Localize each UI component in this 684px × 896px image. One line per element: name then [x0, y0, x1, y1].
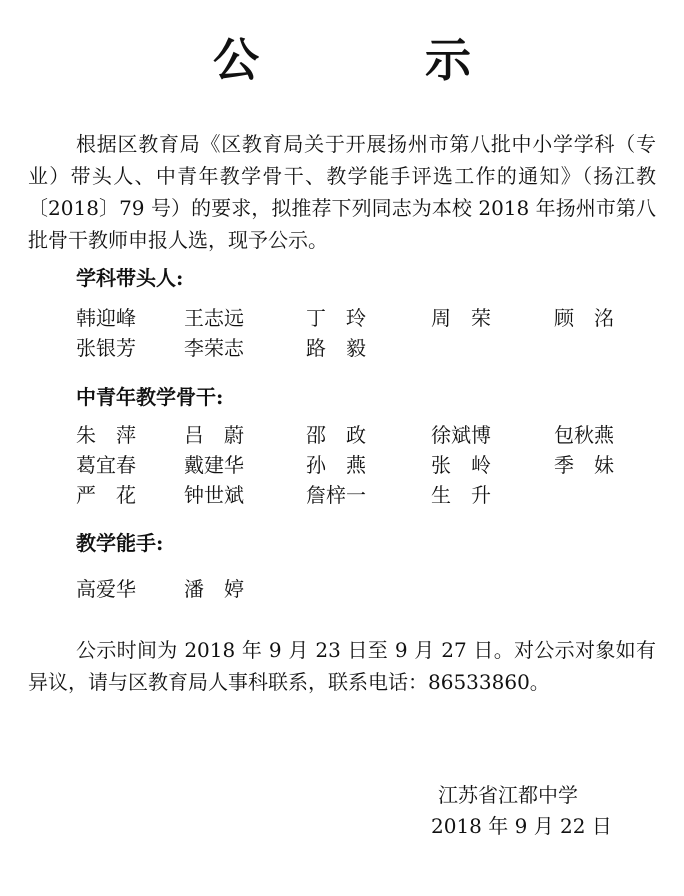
person-name: 张 岭 [431, 453, 491, 477]
person-name: 葛宜春 [76, 453, 136, 477]
person-name: 高爱华 [76, 577, 136, 601]
person-name: 王志远 [184, 306, 244, 330]
person-name: 周 荣 [431, 306, 491, 330]
person-name: 朱 萍 [76, 423, 136, 447]
person-name: 潘 婷 [184, 577, 244, 601]
page-title: 公 示 [213, 33, 531, 87]
section-heading-subject-leaders: 学科带头人: [76, 266, 184, 290]
section-heading-teaching-experts: 教学能手: [76, 531, 164, 555]
person-name: 邵 政 [306, 423, 366, 447]
person-name: 詹梓一 [306, 483, 366, 507]
intro-paragraph: 根据区教育局《区教育局关于开展扬州市第八批中小学学科（专业）带头人、中青年教学骨干、教学能手评选工作的通知》（扬江教〔2018〕79 号）的要求，拟推荐下列同志为本校 2018 年扬州市第八批骨干教师申报人选，现予公示。 [28, 132, 656, 252]
person-name: 生 升 [431, 483, 491, 507]
person-name: 丁 玲 [306, 306, 366, 330]
person-name: 顾 洺 [554, 306, 614, 330]
person-name: 孙 燕 [306, 453, 366, 477]
person-name: 吕 蔚 [184, 423, 244, 447]
person-name: 包秋燕 [554, 423, 614, 447]
person-name: 季 妹 [554, 453, 614, 477]
person-name: 严 花 [76, 483, 136, 507]
notice-paragraph: 公示时间为 2018 年 9 月 23 日至 9 月 27 日。对公示对象如有异议，请与区教育局人事科联系，联系电话：86533860。 [28, 638, 656, 694]
signature-organization: 江苏省江都中学 [438, 783, 578, 807]
person-name: 韩迎峰 [76, 306, 136, 330]
person-name: 路 毅 [306, 336, 366, 360]
person-name: 李荣志 [184, 336, 244, 360]
person-name: 戴建华 [184, 453, 244, 477]
signature-date: 2018 年 9 月 22 日 [431, 814, 612, 838]
person-name: 张银芳 [76, 336, 136, 360]
person-name: 钟世斌 [184, 483, 244, 507]
person-name: 徐斌博 [431, 423, 491, 447]
section-heading-teaching-backbone: 中青年教学骨干: [76, 385, 224, 409]
